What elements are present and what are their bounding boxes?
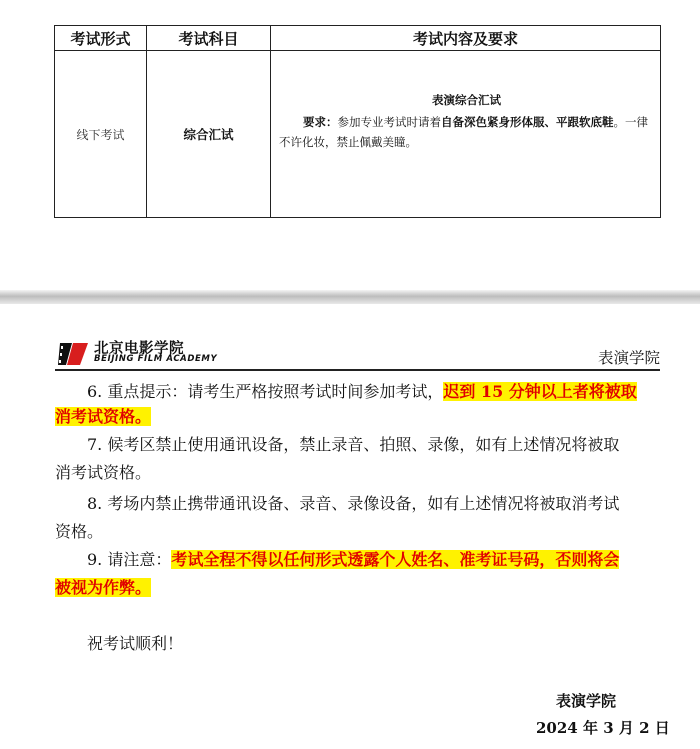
- header-school-name: 表演学院: [597, 349, 660, 367]
- list-item-7: 7. 候考区禁止使用通讯设备，禁止录音、拍照、录像，如有上述情况将被取: [87, 435, 620, 454]
- item-9-text: 9. 请注意：: [87, 550, 172, 569]
- closing-wish: 祝考试顺利！: [87, 634, 184, 653]
- table-row: [55, 51, 661, 218]
- list-item-9-cont: [55, 573, 663, 603]
- requirement-text-2: 。一律不许化妆，禁止佩戴美瞳。: [279, 115, 648, 149]
- list-item-7-cont: 消考试资格。: [55, 463, 152, 482]
- item-9-highlight-2: 被视为作弊。: [55, 578, 152, 597]
- list-item-8-cont: 资格。: [55, 522, 104, 541]
- exam-table: [54, 25, 661, 218]
- cell-exam-subject: 综合汇试: [147, 51, 271, 218]
- page-separator: [0, 290, 700, 304]
- signature-date: 2024 年 3 月 2 日: [536, 719, 670, 737]
- header-exam-content: 考试内容及要求: [271, 26, 661, 51]
- content-title: 表演综合汇试: [432, 93, 501, 107]
- requirement-label: 要求：: [303, 115, 338, 129]
- list-item-8: 8. 考场内禁止携带通讯设备、录音、录像设备，如有上述情况将被取消考试: [87, 494, 620, 513]
- requirement-bold: 自备深色紧身形体服、平跟软底鞋: [441, 115, 614, 129]
- cell-exam-mode: 线下考试: [55, 51, 147, 218]
- list-item-6-cont: [55, 402, 663, 432]
- table-header-row: [55, 26, 661, 51]
- page-top-table-section: [0, 0, 700, 290]
- header-divider: [55, 369, 660, 371]
- list-item-9: [55, 545, 663, 575]
- item-9-highlight-1: 考试全程不得以任何形式透露个人姓名、准考证号码，否则将会: [171, 550, 620, 569]
- requirement-text: [279, 112, 654, 152]
- cell-exam-content: [271, 51, 661, 218]
- header-exam-subject: 考试科目: [147, 26, 271, 51]
- signature-org: 表演学院: [556, 692, 617, 710]
- item-6-highlight-1: 迟到 15 分钟以上者将被取: [443, 382, 637, 401]
- item-6-text: 6. 重点提示：请考生严格按照考试时间参加考试，: [87, 382, 444, 401]
- header-exam-mode: 考试形式: [55, 26, 147, 51]
- requirement-text-1: 参加专业考试时请着: [337, 115, 441, 129]
- logo-name-cn: 北京电影学院: [94, 341, 184, 357]
- item-6-highlight-2: 消考试资格。: [55, 407, 152, 426]
- logo-name-en: BEIJING FILM ACADEMY: [94, 354, 218, 364]
